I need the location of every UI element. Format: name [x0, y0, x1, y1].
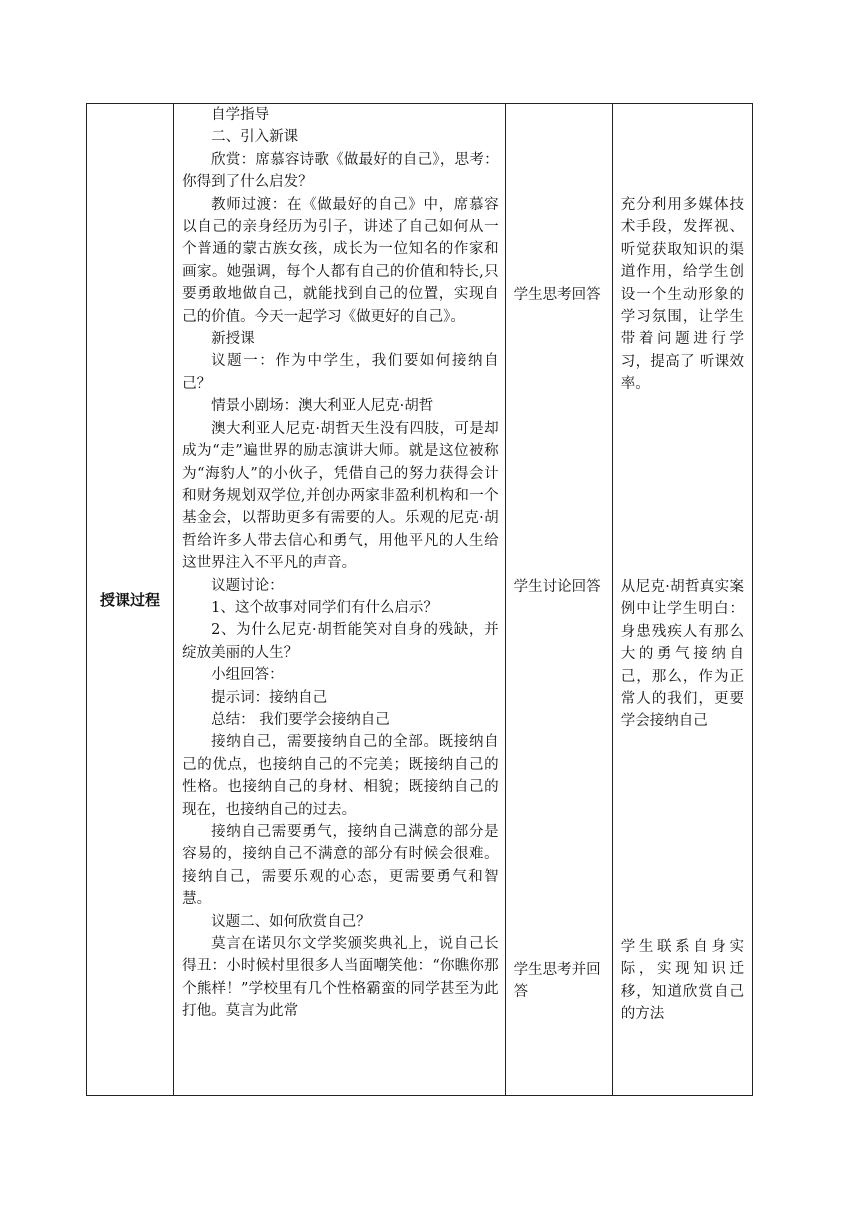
lesson-content [174, 104, 504, 1023]
student-activity-cell [505, 104, 612, 1096]
paragraph: 议题讨论： [211, 577, 284, 594]
paragraph: 欣赏：席慕容诗歌《做最好的自己》，思考：你得到了什么启发？ [182, 151, 499, 191]
table-row [87, 104, 753, 1096]
paragraph: 接纳自己需要勇气，接纳自己满意的部分是容易的，接纳自己不满意的部分有时候会很难。接纳自己，需要乐观的心态，更需要勇气和智慧。 [182, 824, 499, 908]
paragraph: 新授课 [211, 331, 255, 348]
paragraph: 二、引入新课 [211, 129, 299, 146]
paragraph: 议题二、如何欣赏自己？ [211, 913, 371, 930]
paragraph: 情景小剧场：澳大利亚人尼克·胡哲 [211, 398, 434, 415]
paragraph: 2、为什么尼克·胡哲能笑对自身的残缺，并绽放美丽的人生？ [182, 622, 499, 661]
paragraph: 接纳自己，需要接纳自己的全部。既接纳自己的优点，也接纳自己的不完美；既接纳自己的性格。也接纳自己的身材、相貌；既接纳自己的现在，也接纳自己的过去。 [182, 734, 499, 818]
paragraph: 总结： 我们要学会接纳自己 [211, 711, 390, 728]
paragraph: 自学指导 [211, 107, 270, 123]
lesson-table [86, 103, 753, 1096]
design-intent-cell [612, 104, 752, 1096]
student-activity: 学生思考回答 [513, 287, 601, 303]
design-intent: 学生联系自身实际，实现知识迁移，知道欣赏自己的方法 [620, 939, 744, 1023]
design-intent: 从尼克·胡哲真实案例中让学生明白：身患残疾人有那么大的勇气接纳自己，那么，作为正常人的我们，更要学会接纳自己 [620, 579, 744, 730]
paragraph: 澳大利亚人尼克·胡哲天生没有四肢，可是却成为“走”遍世界的励志演讲大师。就是这位被称为“海豹人”的小伙子，凭借自己的努力获得会计和财务规划双学位,并创办两家非盈利机构和一个基金会，以帮助更多有需要的人。乐观的尼克·胡哲给许多人带去信心和勇气，用他平凡的人生给这世界注入不平凡的声音。 [182, 420, 499, 572]
content-cell [174, 104, 505, 1096]
paragraph: 议题一：作为中学生，我们要如何接纳自己？ [182, 353, 499, 392]
paragraph: 1、这个故事对同学们有什么启示？ [211, 599, 438, 616]
paragraph: 提示词：接纳自己 [211, 689, 328, 706]
student-activity: 学生讨论回答 [513, 579, 601, 595]
paragraph: 莫言在诺贝尔文学奖颁奖典礼上，说自己长得丑：小时候村里很多人当面嘲笑他：“你瞧你那个熊样！”学校里有几个性格霸蛮的同学甚至为此打他。莫言为此常 [182, 936, 499, 1020]
student-activity: 学生思考并回答 [513, 962, 601, 1001]
paragraph: 小组回答： [211, 667, 284, 684]
section-label: 授课过程 [87, 104, 174, 1096]
design-intent: 充分利用多媒体技术手段，发挥视、听觉获取知识的渠道作用，给学生创设一个生动形象的学习氛围，让学生带着问题进行学习，提高了 听课效率。 [620, 197, 744, 393]
paragraph: 教师过渡：在《做最好的自己》中，席慕容以自己的亲身经历为引子，讲述了自己如何从一个普通的蒙古族女孩，成长为一位知名的作家和画家。她强调，每个人都有自己的价值和特长,只要勇敢地做自己，就能找到自己的位置，实现自己的价值。今天一起学习《做更好的自己》。 [182, 196, 499, 325]
